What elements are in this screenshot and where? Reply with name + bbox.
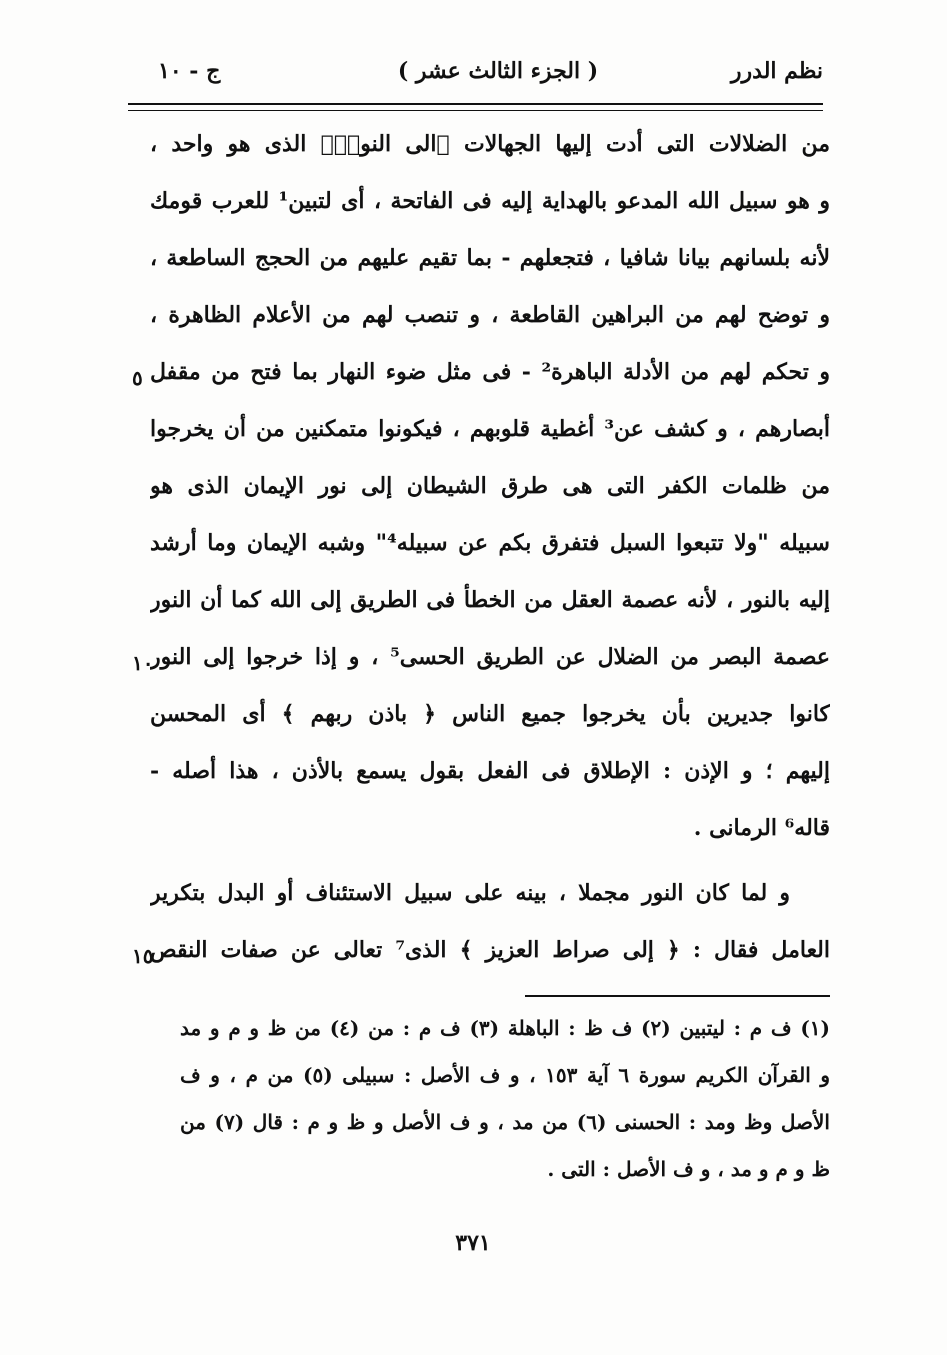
line-number-10: ١٠ — [132, 651, 154, 675]
footnote-line: الأصل وظ ومد : الحسنى (٦) من مد ، و ف الأصل و ظ و م : قال (٧) من — [180, 1110, 830, 1134]
text-line: إليهم ؛ و الإذن : الإطلاق فى الفعل بقول يسمع بالأذن ، هذا أصله - — [150, 758, 830, 784]
text-line: إليه بالنور ، لأنه عصمة العقل من الخطأ فى الطريق إلى الله كما أن النور — [150, 587, 830, 613]
text-line: و توضح لهم من البراهين القاطعة ، و تنصب لهم من الأعلام الظاهرة ، — [150, 302, 830, 328]
text-line: أبصارهم ، و كشف عن³ أغطية قلوبهم ، فيكونوا متمكنين من أن يخرجوا — [150, 416, 830, 442]
line-number-15: ١٥ — [132, 944, 154, 968]
page-number: ٣٧١ — [455, 1230, 491, 1256]
text-line: عصمة البصر من الضلال عن الطريق الحسى⁵ ، و إذا خرجوا إلى النور — [150, 644, 830, 670]
part-label: ( الجزء الثالث عشر ) — [397, 58, 599, 84]
header-rule — [128, 103, 823, 105]
book-title: نظم الدرر — [730, 58, 823, 84]
text-line: كانوا جديرين بأن يخرجوا جميع الناس ﴿ باذن ربهم ﴾ أى المحسن — [150, 701, 830, 727]
text-line: من ظلمات الكفر التى هى طرق الشيطان إلى نور الإيمان الذى هو — [150, 473, 830, 499]
footnote-line: ظ و م و مد ، و ف الأصل : التى . — [547, 1157, 830, 1181]
header-rule-thin — [128, 110, 823, 111]
text-line: لأنه بلسانهم بيانا شافيا ، فتجعلهم - بما تقيم عليهم من الحجج الساطعة ، — [150, 245, 830, 271]
text-line: و لما كان النور مجملا ، بينه على سبيل الاستئناف أو البدل بتكرير — [150, 880, 790, 906]
main-text — [150, 116, 830, 979]
footnote-rule — [525, 995, 830, 997]
line-number-5: ٥ — [132, 366, 143, 390]
text-line: و هو سبيل الله المدعو بالهداية إليه فى الفاتحة ، أى لتبين¹ للعرب قومك — [150, 188, 830, 214]
footnote-line: (١) ف م : ليتبين (٢) ف ظ : الباهلة (٣) ف م : من (٤) من ظ و م و مد — [180, 1016, 830, 1040]
running-header — [128, 58, 823, 98]
text-line: العامل فقال : ﴿ إلى صراط العزيز ﴾ الذى⁷ تعالى عن صفات النقص — [150, 937, 830, 963]
text-line: سبيله "ولا تتبعوا السبل فتفرق بكم عن سبيله⁴" وشبه الإيمان وما أرشد — [150, 530, 830, 556]
footnotes — [180, 1005, 830, 1193]
text-line: من الضلالات التى أدت إليها الجهالات ﴿الى النورۙ﴾ الذى هو واحد ، — [150, 131, 830, 157]
text-line: و تحكم لهم من الأدلة الباهرة² - فى مثل ضوء النهار بما فتح من مقفل — [150, 359, 830, 385]
text-line: قاله⁶ الرمانى . — [693, 815, 830, 841]
volume-reference: ج - ١٠ — [158, 58, 221, 84]
footnote-line: و القرآن الكريم سورة ٦ آية ١٥٣ ، و ف الأصل : سبيلى (٥) من م ، و ف — [180, 1063, 830, 1087]
